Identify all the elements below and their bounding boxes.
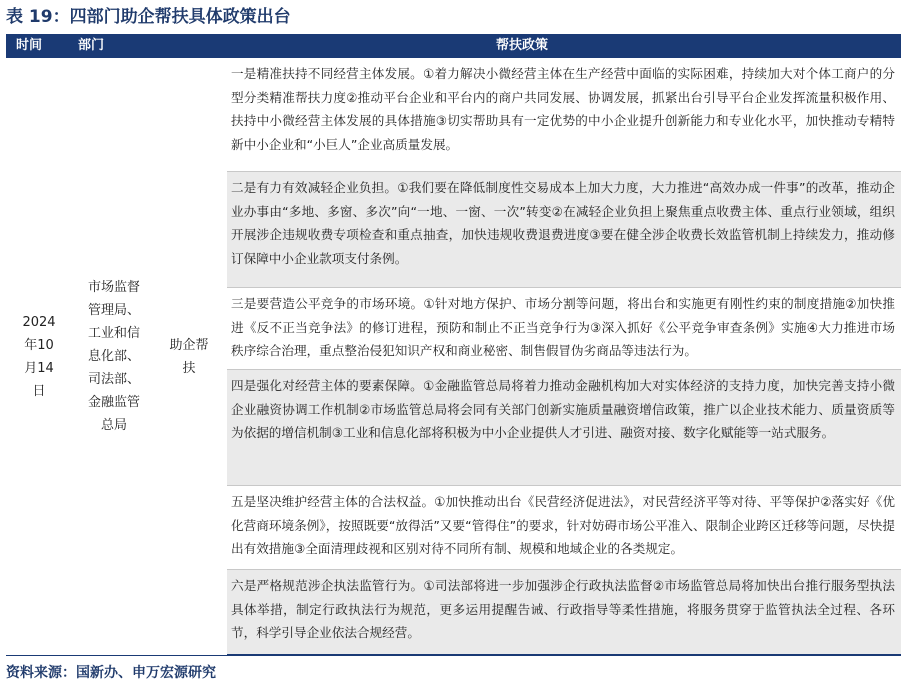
table-title: 表 19：四部门助企帮扶具体政策出台: [6, 7, 291, 27]
dept-cell: [72, 58, 156, 655]
type-text: 助企帮扶: [169, 337, 209, 376]
time-cell: [6, 58, 72, 655]
header-dept: 部门: [78, 38, 105, 53]
table-bottom-rule: [6, 655, 901, 656]
table-header: [6, 34, 901, 58]
policy-row-4: 四是强化对经营主体的要素保障。①金融监管总局将着力推动金融机构加大对实体经济的支持力度，加快完善支持小微企业融资协调工作机制②市场监管总局将会同有关部门创新实施质量融资增信政策，推广以企业技术能力、质量资质等为依据的增信机制③工业和信息化部将积极为中小企业提供人才引进、融资对接、数字化赋能等一站式服务。: [227, 370, 901, 486]
time-text: 2024年10月14日: [22, 314, 56, 399]
header-policy: 帮扶政策: [496, 38, 549, 53]
policy-row-2: 二是有力有效减轻企业负担。①我们要在降低制度性交易成本上加大力度，大力推进“高效办成一件事”的改革，推动企业办事由“多地、多窗、多次”向“一地、一窗、一次”转变②在减轻企业负担上聚焦重点收费主体、重点行业领域，组织开展涉企违规收费专项检查和重点抽查，加快违规收费退费进度③要在健全涉企收费长效监管机制上持续发力，推动修订保障中小企业款项支付条例。: [227, 172, 901, 288]
policy-row-1: 一是精准扶持不同经营主体发展。①着力解决小微经营主体在生产经营中面临的实际困难，持续加大对个体工商户的分型分类精准帮扶力度②推动平台企业和平台内的商户共同发展、协调发展，抓紧出台引导平台企业发挥流量积极作用、扶持中小微经营主体发展的具体措施③切实帮助具有一定优势的中小企业提升创新能力和专业化水平，加快推动专精特新中小企业和“小巨人”企业高质量发展。: [227, 58, 901, 172]
dept-text: 市场监督管理局、工业和信息化部、司法部、金融监管总局: [87, 280, 140, 433]
policy-row-3: 三是要营造公平竞争的市场环境。①针对地方保护、市场分割等问题，将出台和实施更有刚性约束的制度措施②加快推进《反不正当竞争法》的修订进程，预防和制止不正当竞争行为③深入抓好《公平竞争审查条例》实施④大力推进市场秩序综合治理，重点整治侵犯知识产权和商业秘密、制售假冒伪劣商品等违法行为。: [227, 288, 901, 370]
policy-row-5: 五是坚决维护经营主体的合法权益。①加快推动出台《民营经济促进法》，对民营经济平等对待、平等保护②落实好《优化营商环境条例》，按照既要“放得活”又要“管得住”的要求，针对妨碍市场公平准入、限制企业跨区迁移等问题，尽快提出有效措施③全面清理歧视和区别对待不同所有制、规模和地域企业的各类规定。: [227, 486, 901, 570]
header-time: 时间: [16, 38, 43, 53]
type-cell: [156, 58, 222, 655]
source-note: 资料来源：国新办、申万宏源研究: [6, 665, 216, 681]
policy-row-6: 六是严格规范涉企执法监管行为。①司法部将进一步加强涉企行政执法监督②市场监管总局将加快出台推行服务型执法具体举措，制定行政执法行为规范，更多运用提醒告诫、行政指导等柔性措施，将服务贯穿于监管执法全过程、各环节，科学引导企业依法合规经营。: [227, 570, 901, 655]
